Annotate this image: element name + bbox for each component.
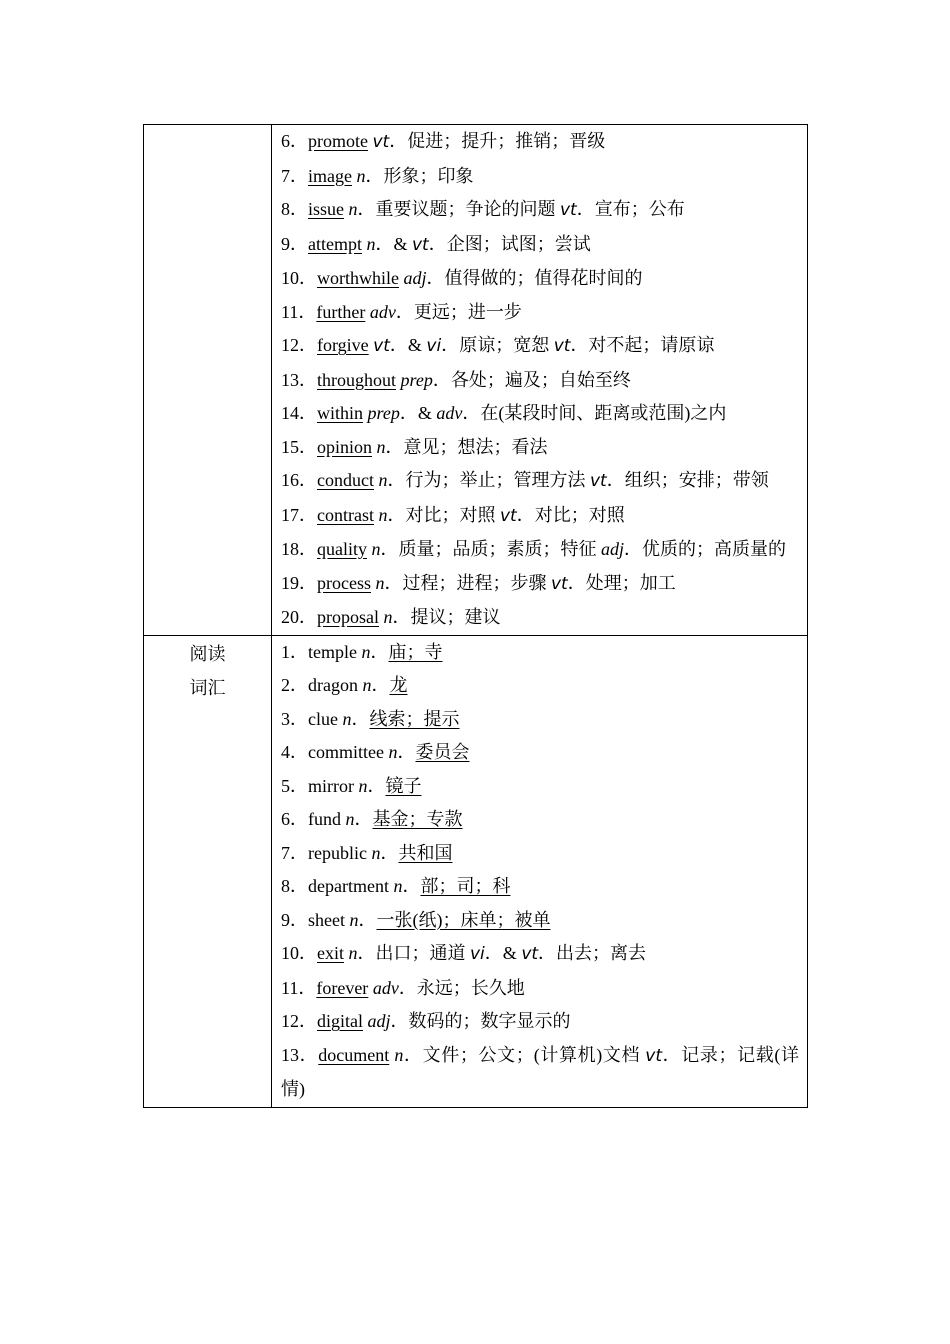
part-of-speech: vt (372, 132, 390, 152)
entry-word: dragon (308, 675, 358, 695)
entry-number: 11． (281, 301, 317, 322)
part-of-speech: n (366, 233, 376, 254)
vocabulary-list-cell (272, 125, 808, 636)
entry-word: forgive (317, 335, 369, 355)
part-of-speech: adj (601, 539, 625, 559)
entry-number: 15． (281, 436, 317, 457)
part-of-speech: adj (367, 1011, 391, 1031)
entry-number: 18． (281, 539, 317, 559)
part-of-speech: vt (550, 573, 568, 594)
vocabulary-table (143, 124, 808, 1108)
part-of-speech: vt (589, 471, 607, 491)
entry-word: department (308, 876, 389, 896)
entry-meaning: ． (351, 708, 370, 729)
entry-meaning: ．出口；通道 (357, 943, 470, 963)
section-label (144, 125, 271, 126)
entry-number: 20． (281, 607, 317, 627)
entry-number: 11． (281, 977, 317, 998)
entry-meaning: ．出去；离去 (538, 943, 647, 963)
entry-meaning: ．形象；印象 (365, 165, 474, 186)
entry-number: 14． (281, 403, 317, 423)
vocabulary-entry (272, 870, 807, 904)
vocabulary-entry (272, 636, 807, 670)
entry-number: 17． (281, 504, 317, 525)
part-of-speech: n (383, 607, 393, 627)
table-row (144, 635, 808, 1107)
part-of-speech: vt (499, 505, 517, 526)
part-of-speech: n (361, 641, 371, 662)
entry-meaning: ．记录；记载(详情) (281, 1044, 800, 1099)
entry-word: throughout (317, 369, 396, 390)
entry-meaning: ．& (389, 335, 427, 355)
part-of-speech: adv (369, 301, 396, 322)
part-of-speech: n (356, 165, 366, 186)
part-of-speech: n (349, 909, 359, 930)
vocabulary-entry (272, 125, 807, 160)
entry-number: 6． (281, 131, 308, 151)
entry-meaning-answer: 一张(纸)；床单；被单 (376, 909, 551, 930)
entry-meaning: ．& (375, 233, 412, 254)
entry-number: 8． (281, 199, 308, 219)
entry-word: republic (308, 842, 367, 863)
part-of-speech: n (362, 675, 372, 695)
entry-number: 8． (281, 876, 308, 896)
vocabulary-entry (272, 937, 807, 972)
entry-number: 6． (281, 809, 308, 829)
part-of-speech: vt (553, 336, 571, 356)
entry-number: 4． (281, 742, 308, 762)
section-label-line: 词汇 (189, 677, 226, 698)
entry-meaning: ． (371, 675, 390, 695)
entry-number: 16． (281, 470, 317, 490)
entry-number: 13． (281, 1044, 319, 1065)
entry-meaning: ．& (399, 403, 437, 423)
entry-meaning: ．促进；提升；推销；晋级 (389, 131, 606, 151)
vocabulary-entry (272, 669, 807, 703)
vocabulary-entry (272, 904, 807, 938)
part-of-speech: n (375, 572, 385, 593)
entry-meaning: ．原谅；宽恕 (441, 335, 554, 355)
vocabulary-entry (272, 837, 807, 871)
vocabulary-entry (272, 1039, 807, 1107)
entry-meaning-answer: 委员会 (415, 742, 470, 762)
part-of-speech: n (376, 436, 386, 457)
entry-number: 3． (281, 708, 308, 729)
vocabulary-entry (272, 567, 807, 602)
entry-meaning: ．意见；想法；看法 (385, 436, 548, 457)
vocabulary-entry (272, 296, 807, 330)
part-of-speech: prep (400, 369, 433, 390)
entry-meaning: ．宣布；公布 (576, 199, 685, 219)
part-of-speech: n (371, 539, 381, 559)
part-of-speech: n (348, 943, 358, 963)
entry-number: 5． (281, 775, 308, 796)
entry-word: forever (316, 977, 369, 998)
entry-word: temple (308, 641, 357, 662)
entry-word: sheet (308, 909, 345, 930)
entry-meaning: ．质量；品质；素质；特征 (380, 539, 601, 559)
entry-meaning: ．& (484, 943, 522, 963)
entry-word: contrast (317, 504, 374, 525)
part-of-speech: n (371, 842, 381, 863)
entry-meaning-answer: 线索；提示 (369, 708, 460, 729)
entry-word: committee (308, 742, 384, 762)
vocabulary-entry (272, 972, 807, 1006)
entry-meaning: ． (402, 876, 421, 896)
part-of-speech: n (345, 809, 355, 829)
entry-meaning: ．行为；举止；管理方法 (387, 470, 590, 490)
entry-meaning: ．企图；试图；尝试 (428, 233, 591, 254)
entry-meaning: ．更远；进一步 (395, 301, 522, 322)
part-of-speech: adj (403, 268, 427, 288)
part-of-speech: n (348, 199, 358, 219)
table-row (144, 125, 808, 636)
part-of-speech: vt (373, 336, 390, 356)
entry-meaning: ．对不起；请原谅 (570, 335, 715, 355)
entry-number: 10． (281, 943, 317, 963)
part-of-speech: vt (645, 1045, 663, 1066)
part-of-speech: n (393, 876, 403, 896)
entry-meaning: ．在(某段时间、距离或范围)之内 (462, 403, 727, 423)
entry-meaning-answer: 镜子 (385, 775, 422, 796)
entry-meaning: ． (380, 842, 399, 863)
vocabulary-entry (272, 464, 807, 499)
entry-meaning-answer: 基金；专款 (372, 809, 463, 829)
entry-word: attempt (308, 233, 362, 254)
entry-meaning: ． (370, 641, 389, 662)
entry-meaning: ．对比；对照 (516, 504, 625, 525)
vocabulary-entry (272, 533, 807, 567)
vocabulary-entry (272, 803, 807, 837)
entry-meaning-answer: 共和国 (398, 842, 453, 863)
entry-meaning: ．值得做的；值得花时间的 (426, 268, 643, 288)
entry-meaning: ．优质的；高质量的 (624, 539, 787, 559)
entry-word: promote (308, 131, 368, 151)
entry-meaning: ． (367, 775, 386, 796)
section-label-cell (144, 125, 272, 636)
part-of-speech: adv (436, 403, 463, 423)
vocabulary-entry (272, 262, 807, 296)
vocabulary-entry (272, 160, 807, 194)
vocabulary-list-cell (272, 635, 808, 1107)
part-of-speech: vt (412, 234, 429, 255)
part-of-speech: n (388, 742, 398, 762)
part-of-speech: vt (560, 200, 577, 220)
entry-word: conduct (317, 470, 374, 490)
part-of-speech: n (378, 470, 388, 490)
entry-meaning: ． (354, 809, 373, 829)
entry-number: 13． (281, 369, 317, 390)
vocabulary-entry (272, 703, 807, 737)
entry-meaning: ．永远；长久地 (398, 977, 525, 998)
vocabulary-entry (272, 364, 807, 398)
part-of-speech: adv (372, 977, 399, 998)
entry-word: quality (317, 539, 367, 559)
entry-meaning: ．组织；安排；带领 (606, 470, 769, 490)
part-of-speech: prep (367, 403, 400, 423)
entry-meaning: ．提议；建议 (392, 607, 501, 627)
entry-word: document (318, 1044, 390, 1065)
entry-number: 10． (281, 268, 317, 288)
vocabulary-entry (272, 1005, 807, 1039)
vocabulary-entry (272, 601, 807, 635)
entry-meaning: ．各处；遍及；自始至终 (432, 369, 631, 390)
part-of-speech: n (378, 504, 388, 525)
entry-meaning-answer: 部；司；科 (420, 876, 511, 896)
entry-word: digital (317, 1011, 363, 1031)
section-label-cell (144, 635, 272, 1107)
part-of-speech: n (358, 775, 368, 796)
section-label (144, 636, 271, 705)
entry-word: fund (308, 809, 341, 829)
entry-number: 7． (281, 165, 308, 186)
entry-word: further (316, 301, 366, 322)
part-of-speech: vi (426, 336, 442, 356)
entry-meaning: ．重要议题；争论的问题 (357, 199, 560, 219)
entry-meaning: ．文件；公文；(计算机)文档 (403, 1044, 646, 1065)
vocabulary-entry (272, 770, 807, 804)
entry-word: proposal (317, 607, 379, 627)
entry-meaning: ．过程；进程；步骤 (384, 572, 551, 593)
entry-number: 19． (281, 572, 317, 593)
entry-number: 1． (281, 641, 308, 662)
vocabulary-entry (272, 499, 807, 534)
entry-word: worthwhile (317, 268, 399, 288)
entry-word: within (317, 403, 364, 423)
entry-word: clue (308, 708, 338, 729)
entry-meaning: ．数码的；数字显示的 (390, 1011, 571, 1031)
entry-word: opinion (317, 436, 373, 457)
entry-meaning-answer: 龙 (389, 675, 408, 695)
entry-word: mirror (308, 775, 354, 796)
entry-number: 12． (281, 1011, 317, 1031)
part-of-speech: n (394, 1044, 404, 1065)
entry-word: process (317, 572, 371, 593)
section-label-line: 阅读 (189, 643, 226, 664)
entry-meaning: ． (397, 742, 416, 762)
part-of-speech: vi (470, 944, 485, 964)
entry-number: 7． (281, 842, 308, 863)
vocabulary-table-body (144, 125, 808, 1108)
entry-number: 12． (281, 335, 317, 355)
entry-word: exit (317, 943, 344, 963)
vocabulary-entry (272, 397, 807, 431)
entry-meaning: ．对比；对照 (387, 504, 500, 525)
entry-number: 2． (281, 675, 308, 695)
entry-meaning-answer: 庙；寺 (388, 641, 443, 662)
entry-word: issue (308, 199, 344, 219)
entry-meaning: ． (358, 909, 377, 930)
vocabulary-entry (272, 431, 807, 465)
entry-word: image (308, 165, 352, 186)
vocabulary-entry (272, 736, 807, 770)
part-of-speech: n (342, 708, 352, 729)
vocabulary-entry (272, 228, 807, 263)
part-of-speech: vt (521, 944, 539, 964)
vocabulary-entry (272, 329, 807, 364)
entry-number: 9． (281, 233, 308, 254)
entry-meaning: ．处理；加工 (567, 572, 676, 593)
entry-number: 9． (281, 909, 308, 930)
vocabulary-entry (272, 193, 807, 228)
